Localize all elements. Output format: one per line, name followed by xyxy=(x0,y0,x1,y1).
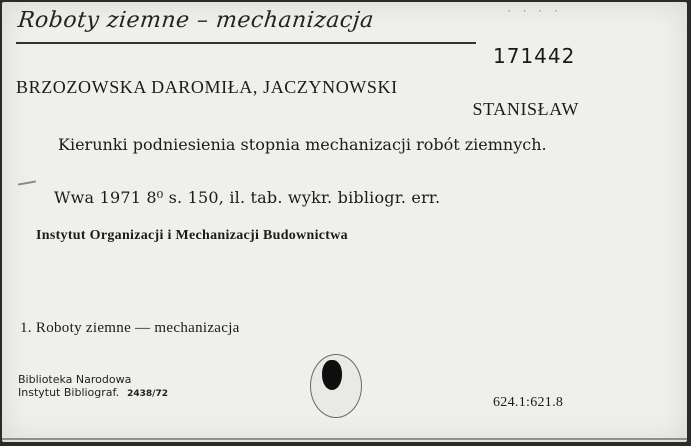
punch-hole-shadow xyxy=(322,360,342,390)
authors xyxy=(16,76,579,120)
library-stamp xyxy=(18,373,168,401)
library-number: 2438/72 xyxy=(127,389,168,399)
authors-line-1: BRZOZOWSKA DAROMIŁA, JACZYNOWSKI xyxy=(16,77,398,97)
library-line-2: Instytut Bibliograf. xyxy=(18,386,120,399)
bottom-edge xyxy=(2,438,687,440)
accession-number: 171442 xyxy=(493,44,576,68)
subject-heading: 1. Roboty ziemne — mechanizacja xyxy=(20,320,240,336)
institution: Instytut Organizacji i Mechanizacji Budownictwa xyxy=(36,228,348,243)
authors-line-2: STANISŁAW xyxy=(472,99,579,119)
classification-number: 624.1:621.8 xyxy=(493,395,564,410)
handwritten-heading: Roboty ziemne – mechanizacja xyxy=(16,8,376,33)
heading-underline xyxy=(16,42,476,44)
library-line-1: Biblioteka Narodowa xyxy=(18,373,132,386)
catalog-card xyxy=(2,2,687,442)
pencil-mark xyxy=(18,180,36,185)
corner-marks: · · · · xyxy=(507,4,562,18)
book-title: Kierunki podniesienia stopnia mechanizacji robót ziemnych. xyxy=(58,135,547,154)
imprint: Wwa 1971 8⁰ s. 150, il. tab. wykr. bibliogr. err. xyxy=(54,188,441,207)
